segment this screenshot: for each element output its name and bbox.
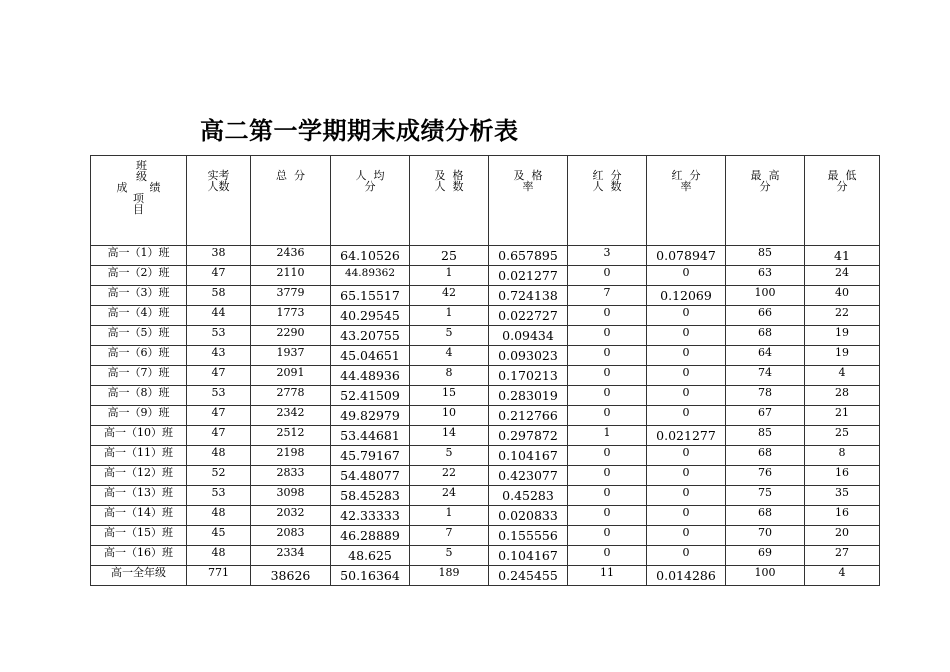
table-cell: 0.021277 (647, 426, 726, 446)
table-cell: 0.12069 (647, 286, 726, 306)
table-cell: 40 (805, 286, 880, 306)
table-cell: 49.82979 (331, 406, 410, 426)
table-cell: 11 (568, 566, 647, 586)
table-row (91, 426, 880, 446)
table-cell: 100 (726, 286, 805, 306)
table-cell: 16 (805, 506, 880, 526)
table-cell: 47 (187, 266, 251, 286)
column-header-cell (251, 156, 331, 246)
corner-header-line: 项 (133, 192, 144, 205)
table-cell: 45 (187, 526, 251, 546)
table-cell: 8 (410, 366, 489, 386)
table-cell: 7 (568, 286, 647, 306)
table-cell: 48 (187, 506, 251, 526)
table-cell: 25 (410, 246, 489, 266)
table-body (91, 246, 880, 586)
table-cell: 0 (647, 446, 726, 466)
table-cell: 21 (805, 406, 880, 426)
table-cell: 5 (410, 546, 489, 566)
table-cell: 44 (187, 306, 251, 326)
table-cell: 42.33333 (331, 506, 410, 526)
class-name-cell: 高一（14）班 (91, 506, 187, 526)
table-cell: 0 (568, 266, 647, 286)
table-cell: 3 (568, 246, 647, 266)
class-name-cell: 高一（5）班 (91, 326, 187, 346)
table-cell: 53.44681 (331, 426, 410, 446)
table-cell: 3098 (251, 486, 331, 506)
column-header-line: 最 低 (827, 169, 857, 182)
column-header-cell (410, 156, 489, 246)
table-cell: 0.09434 (489, 326, 568, 346)
table-cell: 76 (726, 466, 805, 486)
column-header-line: 人 数 (592, 180, 622, 193)
table-row (91, 446, 880, 466)
table-row (91, 266, 880, 286)
table-cell: 2833 (251, 466, 331, 486)
table-cell: 41 (805, 246, 880, 266)
table-cell: 2334 (251, 546, 331, 566)
table-cell: 27 (805, 546, 880, 566)
table-cell: 0.021277 (489, 266, 568, 286)
column-header-line: 实考 (207, 169, 230, 182)
table-row (91, 286, 880, 306)
score-analysis-table (90, 155, 880, 586)
table-row (91, 546, 880, 566)
column-header-line: 人数 (207, 180, 230, 193)
class-name-cell: 高一（11）班 (91, 446, 187, 466)
column-header-line: 最 高 (750, 169, 780, 182)
table-cell: 40.29545 (331, 306, 410, 326)
table-cell: 52 (187, 466, 251, 486)
table-cell: 52.41509 (331, 386, 410, 406)
table-cell: 0.155556 (489, 526, 568, 546)
table-cell: 43 (187, 346, 251, 366)
table-cell: 0 (647, 526, 726, 546)
class-name-cell: 高一（1）班 (91, 246, 187, 266)
table-header-row (91, 156, 880, 246)
table-row (91, 246, 880, 266)
table-row (91, 466, 880, 486)
table-cell: 0.297872 (489, 426, 568, 446)
table-cell: 0 (568, 526, 647, 546)
table-cell: 0.078947 (647, 246, 726, 266)
column-header-line: 分 (759, 180, 771, 193)
table-row (91, 406, 880, 426)
column-header-cell (331, 156, 410, 246)
table-cell: 0 (568, 306, 647, 326)
table-row (91, 366, 880, 386)
table-cell: 3779 (251, 286, 331, 306)
table-row (91, 506, 880, 526)
table-cell: 0.022727 (489, 306, 568, 326)
table-cell: 1 (410, 266, 489, 286)
table-cell: 78 (726, 386, 805, 406)
corner-header-cell (91, 156, 187, 246)
table-cell: 75 (726, 486, 805, 506)
table-cell: 54.48077 (331, 466, 410, 486)
table-cell: 0 (568, 386, 647, 406)
table-cell: 48 (187, 446, 251, 466)
table-cell: 0 (647, 506, 726, 526)
table-cell: 2032 (251, 506, 331, 526)
class-name-cell: 高一（10）班 (91, 426, 187, 446)
table-cell: 0 (647, 326, 726, 346)
table-cell: 47 (187, 426, 251, 446)
table-cell: 43.20755 (331, 326, 410, 346)
table-cell: 58 (187, 286, 251, 306)
class-name-cell: 高一（7）班 (91, 366, 187, 386)
table-cell: 0 (568, 546, 647, 566)
table-cell: 0 (647, 346, 726, 366)
corner-header-line: 目 (133, 203, 144, 216)
column-header-line: 率 (522, 180, 534, 193)
table-cell: 24 (805, 266, 880, 286)
table-cell: 53 (187, 386, 251, 406)
class-name-cell: 高一（9）班 (91, 406, 187, 426)
table-cell: 1773 (251, 306, 331, 326)
table-cell: 0.212766 (489, 406, 568, 426)
table-cell: 0 (568, 486, 647, 506)
table-cell: 44.89362 (331, 266, 410, 286)
table-cell: 22 (410, 466, 489, 486)
table-cell: 0 (568, 366, 647, 386)
table-cell: 58.45283 (331, 486, 410, 506)
table-cell: 4 (805, 566, 880, 586)
table-cell: 2436 (251, 246, 331, 266)
table-cell: 10 (410, 406, 489, 426)
table-cell: 0 (568, 326, 647, 346)
class-name-cell: 高一（6）班 (91, 346, 187, 366)
table-cell: 28 (805, 386, 880, 406)
column-header-cell (647, 156, 726, 246)
table-cell: 4 (410, 346, 489, 366)
table-cell: 68 (726, 446, 805, 466)
table-cell: 2083 (251, 526, 331, 546)
table-cell: 189 (410, 566, 489, 586)
table-cell: 53 (187, 326, 251, 346)
table-cell: 2198 (251, 446, 331, 466)
table-cell: 0.724138 (489, 286, 568, 306)
table-row (91, 566, 880, 586)
table-cell: 2778 (251, 386, 331, 406)
table-cell: 25 (805, 426, 880, 446)
column-header-cell (187, 156, 251, 246)
table-cell: 0.093023 (489, 346, 568, 366)
table-cell: 20 (805, 526, 880, 546)
column-header-cell (805, 156, 880, 246)
table-cell: 0 (647, 366, 726, 386)
table-cell: 66 (726, 306, 805, 326)
corner-header-line: 级 (136, 170, 147, 183)
class-name-cell: 高一（8）班 (91, 386, 187, 406)
table-cell: 45.04651 (331, 346, 410, 366)
table-cell: 69 (726, 546, 805, 566)
table-cell: 85 (726, 426, 805, 446)
column-header-line: 及 格 (513, 169, 543, 182)
table-cell: 5 (410, 446, 489, 466)
table-cell: 16 (805, 466, 880, 486)
column-header-line: 率 (680, 180, 692, 193)
table-cell: 47 (187, 366, 251, 386)
table-cell: 68 (726, 326, 805, 346)
table-cell: 64.10526 (331, 246, 410, 266)
table-cell: 1937 (251, 346, 331, 366)
class-name-cell: 高一（16）班 (91, 546, 187, 566)
table-cell: 0 (647, 266, 726, 286)
table-cell: 14 (410, 426, 489, 446)
table-row (91, 526, 880, 546)
table-cell: 0 (647, 466, 726, 486)
table-cell: 0 (647, 486, 726, 506)
table-cell: 85 (726, 246, 805, 266)
table-cell: 0.104167 (489, 446, 568, 466)
table-cell: 22 (805, 306, 880, 326)
table-row (91, 346, 880, 366)
table-row (91, 306, 880, 326)
column-header-cell (568, 156, 647, 246)
table-cell: 0.423077 (489, 466, 568, 486)
corner-header-line: 成 绩 (116, 181, 161, 194)
table-cell: 0.104167 (489, 546, 568, 566)
table-cell: 0 (568, 446, 647, 466)
table-cell: 63 (726, 266, 805, 286)
table-cell: 19 (805, 326, 880, 346)
table-cell: 1 (410, 306, 489, 326)
table-cell: 0 (647, 546, 726, 566)
column-header-line: 人 数 (434, 180, 464, 193)
table-cell: 38626 (251, 566, 331, 586)
table-cell: 50.16364 (331, 566, 410, 586)
table-cell: 0 (647, 406, 726, 426)
table-cell: 70 (726, 526, 805, 546)
table-cell: 0.283019 (489, 386, 568, 406)
table-cell: 0.657895 (489, 246, 568, 266)
table-cell: 46.28889 (331, 526, 410, 546)
table-cell: 2342 (251, 406, 331, 426)
table-cell: 0 (568, 406, 647, 426)
column-header-line: 人 均 (355, 169, 385, 182)
column-header-line: 及 格 (434, 169, 464, 182)
table-cell: 2290 (251, 326, 331, 346)
column-header-line: 红 分 (671, 169, 701, 182)
corner-header-line: 班 (136, 159, 147, 172)
class-name-cell: 高一（15）班 (91, 526, 187, 546)
table-cell: 45.79167 (331, 446, 410, 466)
table-cell: 44.48936 (331, 366, 410, 386)
table-cell: 67 (726, 406, 805, 426)
table-cell: 42 (410, 286, 489, 306)
table-cell: 0.45283 (489, 486, 568, 506)
column-header-cell (726, 156, 805, 246)
table-cell: 38 (187, 246, 251, 266)
table-cell: 0.170213 (489, 366, 568, 386)
table-cell: 4 (805, 366, 880, 386)
table-cell: 65.15517 (331, 286, 410, 306)
table-cell: 0.014286 (647, 566, 726, 586)
column-header-line: 总 分 (276, 169, 305, 182)
table-cell: 1 (410, 506, 489, 526)
class-name-cell: 高一（13）班 (91, 486, 187, 506)
table-cell: 68 (726, 506, 805, 526)
table-cell: 2110 (251, 266, 331, 286)
table-cell: 0.245455 (489, 566, 568, 586)
table-cell: 47 (187, 406, 251, 426)
table-cell: 771 (187, 566, 251, 586)
table-cell: 0 (647, 306, 726, 326)
table-cell: 48.625 (331, 546, 410, 566)
table-cell: 0.020833 (489, 506, 568, 526)
column-header-line: 红 分 (592, 169, 622, 182)
table-cell: 74 (726, 366, 805, 386)
class-name-cell: 高一（2）班 (91, 266, 187, 286)
table-cell: 0 (568, 466, 647, 486)
table-cell: 8 (805, 446, 880, 466)
table-cell: 0 (568, 506, 647, 526)
table-row (91, 486, 880, 506)
class-name-cell: 高一（12）班 (91, 466, 187, 486)
table-cell: 0 (568, 346, 647, 366)
table-row (91, 326, 880, 346)
table-cell: 48 (187, 546, 251, 566)
column-header-cell (489, 156, 568, 246)
table-cell: 64 (726, 346, 805, 366)
table-cell: 100 (726, 566, 805, 586)
table-cell: 19 (805, 346, 880, 366)
table-cell: 1 (568, 426, 647, 446)
class-name-cell: 高一（3）班 (91, 286, 187, 306)
table-cell: 0 (647, 386, 726, 406)
class-name-cell: 高一（4）班 (91, 306, 187, 326)
table-cell: 2512 (251, 426, 331, 446)
table-cell: 5 (410, 326, 489, 346)
page-title: 高二第一学期期末成绩分析表 (200, 116, 519, 145)
table-cell: 53 (187, 486, 251, 506)
table-row (91, 386, 880, 406)
column-header-line: 分 (364, 180, 376, 193)
table-cell: 24 (410, 486, 489, 506)
table-cell: 35 (805, 486, 880, 506)
column-header-line: 分 (836, 180, 848, 193)
table-cell: 2091 (251, 366, 331, 386)
table-cell: 15 (410, 386, 489, 406)
table-cell: 7 (410, 526, 489, 546)
class-name-cell: 高一全年级 (91, 566, 187, 586)
